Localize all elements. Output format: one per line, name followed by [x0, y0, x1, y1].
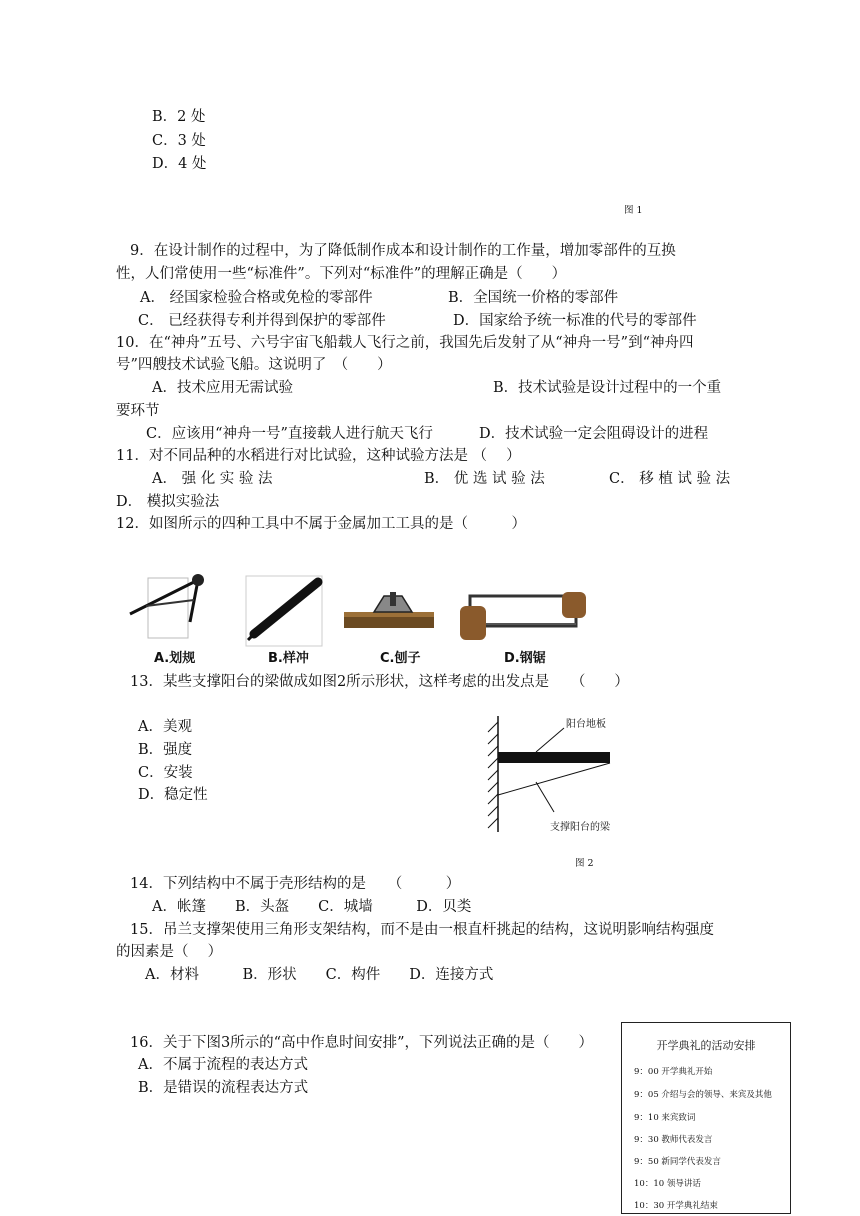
q11-option-c: C． 移 植 试 验 法: [609, 471, 731, 487]
q10-option-d: D．技术试验一定会阻碍设计的进程: [479, 426, 709, 442]
tool-label-c: C.刨子: [380, 651, 421, 666]
q11-option-b: B． 优 选 试 验 法: [424, 471, 545, 487]
q8-option-c: C．3 处: [152, 133, 206, 149]
schedule-item: 10：10 领导讲话: [634, 1179, 701, 1189]
tool-image-plane: [340, 590, 440, 650]
q9-option-b: B．全国统一价格的零部件: [448, 290, 619, 306]
q8-option-b: B．2 处: [152, 109, 206, 125]
schedule-item: 9：00 开学典礼开始: [634, 1067, 713, 1077]
tool-label-d: D.钢锯: [504, 651, 546, 666]
q10-line-1: 10．在“神舟”五号、六号宇宙飞船载人飞行之前，我国先后发射了从“神舟一号”到“神舟四: [116, 335, 694, 351]
tool-image-center-punch: [240, 572, 330, 652]
q9-line-2: 性，人们常使用一些“标准件”。下列对“标准件”的理解正确是（ ）: [116, 266, 567, 282]
ceremony-schedule-box: [621, 1022, 791, 1214]
schedule-item: 9：05 介绍与会的领导、来宾及其他: [634, 1090, 772, 1100]
q15-line-1: 15．吊兰支撑架使用三角形支架结构，而不是由一根直杆挑起的结构，这说明影响结构强度: [130, 922, 714, 938]
q14-stem: 14．下列结构中不属于壳形结构的是 （ ）: [130, 876, 461, 892]
q8-option-d: D．4 处: [152, 156, 207, 172]
q15-options: A．材料 B．形状 C．构件 D．连接方式: [145, 967, 494, 983]
q11-stem: 11．对不同品种的水稻进行对比试验，这种试验方法是 （ ）: [116, 448, 521, 464]
tool-label-b: B.样冲: [268, 651, 309, 666]
q11-option-a: A． 强 化 实 验 法: [152, 471, 273, 487]
q9-option-c: C． 已经获得专利并得到保护的零部件: [138, 313, 386, 329]
q10-option-b-continued: 要环节: [116, 403, 160, 419]
q10-option-a: A．技术应用无需试验: [152, 380, 293, 396]
q14-options: A．帐篷 B．头盔 C．城墙 D．贝类: [152, 899, 472, 915]
schedule-item: 9：30 教师代表发言: [634, 1135, 713, 1145]
q15-line-2: 的因素是（ ）: [116, 944, 223, 960]
q16-stem: 16．关于下图3所示的“高中作息时间安排”，下列说法正确的是（ ）: [130, 1035, 593, 1051]
q13-option-c: C．安装: [138, 765, 193, 781]
q10-option-c: C．应该用“神舟一号”直接载人进行航天飞行: [146, 426, 433, 442]
tool-image-compass: [128, 570, 226, 652]
q9-option-d: D．国家给予统一标准的代号的零部件: [453, 313, 697, 329]
figure-1-caption: 图 1: [624, 205, 643, 216]
q12-stem: 12．如图所示的四种工具中不属于金属加工工具的是（ ）: [116, 516, 526, 532]
q9-option-a: A． 经国家检验合格或免检的零部件: [140, 290, 373, 306]
schedule-item: 9：50 新同学代表发言: [634, 1157, 721, 1167]
tool-image-hacksaw: [458, 588, 588, 650]
q13-option-a: A．美观: [138, 719, 192, 735]
q16-option-a: A．不属于流程的表达方式: [138, 1057, 308, 1073]
schedule-item: 9：10 来宾致词: [634, 1113, 696, 1123]
q10-line-2: 号”四艘技术试验飞船。这说明了 （ ）: [116, 357, 392, 373]
q13-stem: 13．某些支撑阳台的梁做成如图2所示形状，这样考虑的出发点是 （ ）: [130, 674, 629, 690]
q13-option-d: D．稳定性: [138, 787, 208, 803]
tool-label-a: A.划规: [154, 651, 196, 666]
label-support-beam: 支撑阳台的梁: [550, 822, 610, 833]
q10-option-b: B．技术试验是设计过程中的一个重: [493, 380, 722, 396]
q16-option-b: B．是错误的流程表达方式: [138, 1080, 309, 1096]
schedule-title: 开学典礼的活动安排: [656, 1039, 756, 1052]
figure-2-caption: 图 2: [575, 858, 594, 869]
q13-option-b: B．强度: [138, 742, 193, 758]
label-balcony-floor: 阳台地板: [566, 719, 606, 730]
q9-line-1: 9．在设计制作的过程中，为了降低制作成本和设计制作的工作量，增加零部件的互换: [130, 243, 676, 259]
q11-option-d: D． 模拟实验法: [116, 494, 220, 510]
schedule-item: 10：30 开学典礼结束: [634, 1201, 718, 1211]
